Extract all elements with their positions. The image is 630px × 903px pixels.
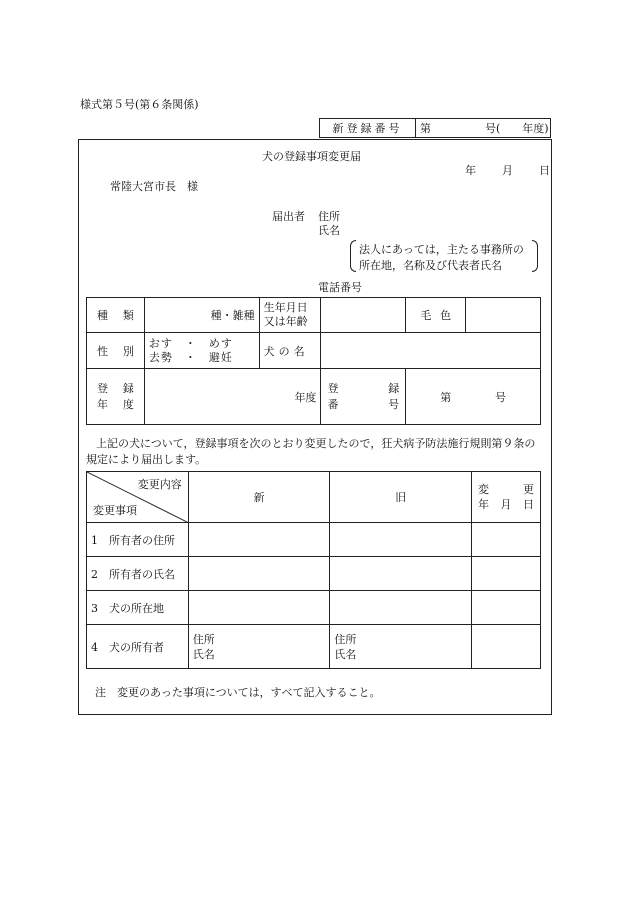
- type-label: 種 類: [87, 298, 145, 333]
- birth-label: 生年月日 又は年齢: [259, 298, 321, 333]
- table-row: [87, 625, 541, 669]
- old-header: 旧: [330, 472, 472, 523]
- breed-cell[interactable]: [144, 298, 259, 333]
- date-day: 日: [539, 164, 550, 177]
- date-value[interactable]: [472, 625, 541, 669]
- nendo-label: 年度: [294, 390, 317, 404]
- row-dog-owner: 4 犬の所有者: [87, 625, 189, 669]
- change-table: [86, 471, 541, 669]
- dog-name-value[interactable]: [321, 333, 541, 369]
- table-row: [87, 591, 541, 625]
- registration-number-box: [319, 118, 551, 138]
- registration-number-value[interactable]: [416, 119, 550, 137]
- row-owner-address: 1 所有者の住所: [87, 523, 189, 557]
- bracket-right: [532, 240, 538, 272]
- applicant-name-label: 氏名: [318, 224, 340, 237]
- reg-prefix: 第: [420, 122, 431, 135]
- sex-label: 性 別: [87, 333, 145, 369]
- old-value[interactable]: [330, 591, 472, 625]
- applicant-label: 届出者: [272, 210, 305, 223]
- coat-value[interactable]: [466, 298, 541, 333]
- row-dog-location: 3 犬の所在地: [87, 591, 189, 625]
- reg-suffix: 年度): [522, 122, 549, 135]
- old-value[interactable]: [330, 523, 472, 557]
- birth-value[interactable]: [321, 298, 406, 333]
- new-owner-value[interactable]: 住所 氏名: [188, 625, 330, 669]
- new-value[interactable]: [188, 523, 330, 557]
- submission-date[interactable]: [465, 162, 550, 178]
- diagonal-header: [87, 472, 189, 523]
- date-year: 年: [465, 164, 476, 177]
- diag-top-label: 変更内容: [137, 478, 182, 491]
- document-title: 犬の登録事項変更届: [262, 150, 361, 163]
- dog-name-label: 犬の名: [259, 333, 321, 369]
- bracket-left: [350, 240, 356, 272]
- new-value[interactable]: [188, 557, 330, 591]
- form-number: 様式第５号(第６条関係): [80, 98, 199, 111]
- reg-year-value[interactable]: [144, 369, 321, 425]
- corp-note-line1: 法人にあっては，主たる事務所の: [359, 243, 524, 256]
- applicant-address-label: 住所: [318, 210, 340, 223]
- old-value[interactable]: [330, 557, 472, 591]
- reg-no-value[interactable]: 第 号: [406, 369, 541, 425]
- reg-mid: 号(: [485, 122, 501, 135]
- corporation-note: [350, 240, 538, 272]
- dog-info-table: [86, 297, 541, 425]
- addressee: 常陸大宮市長 様: [110, 180, 198, 193]
- new-header: 新: [188, 472, 330, 523]
- date-value[interactable]: [472, 557, 541, 591]
- diag-bottom-label: 変更事項: [93, 504, 137, 517]
- breed-label: 種・雑種: [210, 309, 255, 322]
- statement: 上記の犬について，登録事項を次のとおり変更したので，狂犬病予防法施行規則第９条の規定により届出します。: [86, 437, 536, 466]
- date-value[interactable]: [472, 523, 541, 557]
- new-value[interactable]: [188, 591, 330, 625]
- corp-note-line2: 所在地，名称及び代表者氏名: [359, 259, 502, 272]
- sex-options[interactable]: おす ・ めす 去勢 ・ 避妊: [144, 333, 259, 369]
- registration-number-label: 新登録番号: [320, 119, 416, 137]
- row-owner-name: 2 所有者の氏名: [87, 557, 189, 591]
- change-date-header: 変 更 年 月 日: [472, 472, 541, 523]
- reg-no-label: 登 録 番 号: [321, 369, 406, 425]
- date-month: 月: [502, 164, 513, 177]
- table-row: [87, 557, 541, 591]
- coat-label: 毛 色: [406, 298, 466, 333]
- reg-year-label: 登 録 年 度: [87, 369, 145, 425]
- table-row: [87, 523, 541, 557]
- footnote: 注 変更のあった事項については，すべて記入すること。: [95, 686, 381, 699]
- old-owner-value[interactable]: 住所 氏名: [330, 625, 472, 669]
- date-value[interactable]: [472, 591, 541, 625]
- phone-label: 電話番号: [318, 281, 362, 294]
